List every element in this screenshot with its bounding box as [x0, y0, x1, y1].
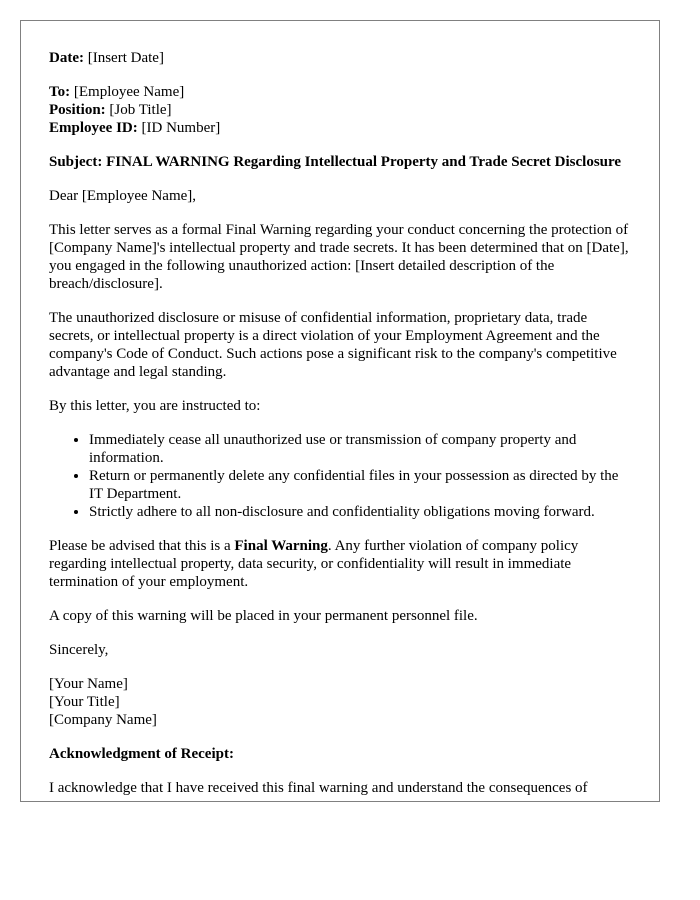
list-item: • Return or permanently delete any confidential files in your possession as directed by the IT Department. [89, 467, 635, 503]
position-label: Position: [49, 102, 106, 118]
paragraph-breach: This letter serves as a formal Final Warning regarding your conduct concerning the protection of [Company Name]'s intellectual property and trade secrets. It has been determined that on [Date], you engaged in the following unauthorized action: [Insert detailed description of the breach/disclosure]. [49, 222, 629, 292]
signature-name: [Your Name] [49, 676, 128, 692]
employee-id-label: Employee ID: [49, 120, 138, 136]
position-value: [Job Title] [109, 102, 172, 118]
copy-notice: A copy of this warning will be placed in your permanent personnel file. [49, 608, 478, 624]
instruction-list [49, 431, 635, 521]
signature-company: [Company Name] [49, 712, 157, 728]
closing: Sincerely, [49, 642, 109, 658]
position-line [49, 101, 635, 119]
letter-content [49, 49, 635, 797]
warning-emphasis: Final Warning [234, 538, 328, 554]
employee-id-value: [ID Number] [141, 120, 221, 136]
acknowledgment-heading [49, 745, 635, 763]
date-block [49, 49, 635, 67]
list-item: • Immediately cease all unauthorized use or transmission of company property and information. [89, 431, 635, 467]
date-label: Date: [49, 50, 84, 66]
date-line [49, 49, 635, 67]
warning-after: . Any further violation of company policy regarding intellectual property, data security, or confidentiality will result in immediate termination of your employment. [49, 538, 579, 590]
paragraph-violation: The unauthorized disclosure or misuse of confidential information, proprietary data, trade secrets, or intellectual property is a direct violation of your Employment Agreement and the company's Code of Conduct. Such actions pose a significant risk to the company's competitive advantage and legal standing. [49, 310, 617, 380]
letter-page [20, 20, 660, 802]
to-label: To: [49, 84, 71, 100]
instruction-intro: By this letter, you are instructed to: [49, 398, 261, 414]
warning-before: Please be advised that this is a [49, 538, 235, 554]
subject-line [49, 153, 635, 171]
recipient-block [49, 83, 635, 137]
paragraph-final-warning [49, 537, 635, 591]
acknowledgment-text: I acknowledge that I have received this final warning and understand the consequences of [49, 780, 588, 796]
subject-text: Subject: FINAL WARNING Regarding Intellectual Property and Trade Secret Disclosure [49, 154, 622, 170]
to-line [49, 83, 635, 101]
acknowledgment-heading-text: Acknowledgment of Receipt: [49, 746, 234, 762]
employee-id-line [49, 119, 635, 137]
date-value: [Insert Date] [87, 50, 164, 66]
to-value: [Employee Name] [73, 84, 185, 100]
salutation: Dear [Employee Name], [49, 188, 197, 204]
list-item: • Strictly adhere to all non-disclosure and confidentiality obligations moving forward. [89, 503, 635, 521]
signature-title: [Your Title] [49, 694, 120, 710]
signature-block [49, 675, 635, 729]
